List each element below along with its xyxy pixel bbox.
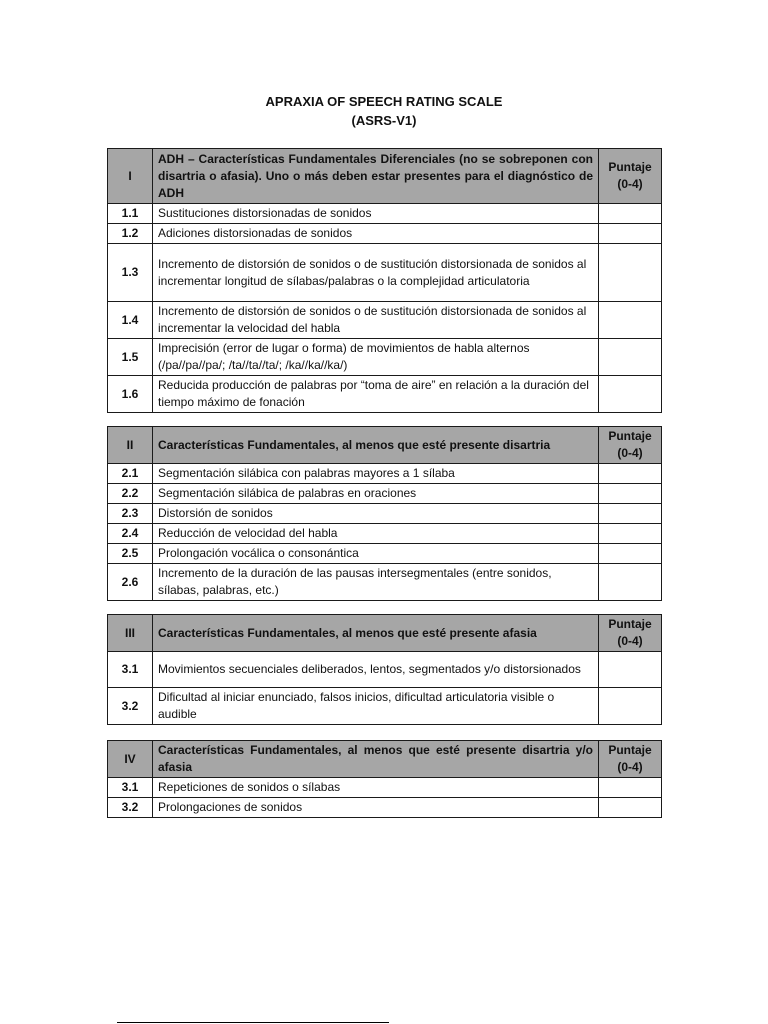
table-row: [108, 204, 662, 224]
section-table-I: [107, 148, 662, 413]
section-id: IV: [108, 741, 153, 778]
item-text: Imprecisión (error de lugar o forma) de movimientos de habla alternos (/pa//pa//pa/; /ta//ta//ta/; /ka//ka//ka/): [153, 339, 599, 376]
item-text: Incremento de distorsión de sonidos o de sustitución distorsionada de sonidos al incrementar longitud de sílabas/palabras o la complejidad articulatoria: [153, 244, 599, 302]
item-number: 2.1: [108, 464, 153, 484]
section-table-II: [107, 426, 662, 601]
item-number: 1.3: [108, 244, 153, 302]
section-table-IV: [107, 740, 662, 818]
item-number: 3.2: [108, 798, 153, 818]
score-cell[interactable]: [599, 652, 662, 688]
table-row: [108, 484, 662, 504]
score-column-header: Puntaje (0-4): [599, 427, 662, 464]
section-header: [108, 741, 662, 778]
item-text: Segmentación silábica de palabras en oraciones: [153, 484, 599, 504]
section-header: [108, 615, 662, 652]
score-column-header: Puntaje (0-4): [599, 741, 662, 778]
item-number: 2.2: [108, 484, 153, 504]
footnote-separator: [117, 1022, 389, 1023]
item-number: 1.5: [108, 339, 153, 376]
section-id: I: [108, 149, 153, 204]
section-heading: Características Fundamentales, al menos que esté presente disartria: [153, 427, 599, 464]
section-heading: Características Fundamentales, al menos que esté presente afasia: [153, 615, 599, 652]
item-text: Reducción de velocidad del habla: [153, 524, 599, 544]
section-id: II: [108, 427, 153, 464]
table-row: [108, 339, 662, 376]
score-cell[interactable]: [599, 504, 662, 524]
item-text: Sustituciones distorsionadas de sonidos: [153, 204, 599, 224]
score-cell[interactable]: [599, 224, 662, 244]
section-header: [108, 149, 662, 204]
item-number: 3.1: [108, 652, 153, 688]
score-cell[interactable]: [599, 544, 662, 564]
document-title-line-1: APRAXIA OF SPEECH RATING SCALE: [265, 94, 503, 109]
score-cell[interactable]: [599, 688, 662, 725]
section-table-III: [107, 614, 662, 725]
item-text: Prolongación vocálica o consonántica: [153, 544, 599, 564]
item-number: 1.1: [108, 204, 153, 224]
table-row: [108, 688, 662, 725]
score-cell[interactable]: [599, 564, 662, 601]
table-row: [108, 224, 662, 244]
item-text: Prolongaciones de sonidos: [153, 798, 599, 818]
score-cell[interactable]: [599, 798, 662, 818]
item-text: Segmentación silábica con palabras mayores a 1 sílaba: [153, 464, 599, 484]
table-row: [108, 244, 662, 302]
score-cell[interactable]: [599, 524, 662, 544]
score-cell[interactable]: [599, 464, 662, 484]
score-column-header: Puntaje (0-4): [599, 149, 662, 204]
section-heading: Características Fundamentales, al menos que esté presente disartria y/o afasia: [153, 741, 599, 778]
score-cell[interactable]: [599, 204, 662, 224]
score-cell[interactable]: [599, 244, 662, 302]
item-text: Dificultad al iniciar enunciado, falsos inicios, dificultad articulatoria visible o audible: [153, 688, 599, 725]
item-number: 2.6: [108, 564, 153, 601]
section-header: [108, 427, 662, 464]
score-cell[interactable]: [599, 376, 662, 413]
table-row: [108, 778, 662, 798]
table-row: [108, 544, 662, 564]
table-row: [108, 302, 662, 339]
score-column-header: Puntaje (0-4): [599, 615, 662, 652]
score-cell[interactable]: [599, 484, 662, 504]
item-text: Reducida producción de palabras por “toma de aire” en relación a la duración del tiempo máximo de fonación: [153, 376, 599, 413]
table-row: [108, 652, 662, 688]
item-text: Incremento de distorsión de sonidos o de sustitución distorsionada de sonidos al incrementar la velocidad del habla: [153, 302, 599, 339]
table-row: [108, 524, 662, 544]
item-number: 1.2: [108, 224, 153, 244]
table-row: [108, 464, 662, 484]
section-id: III: [108, 615, 153, 652]
item-text: Movimientos secuenciales deliberados, lentos, segmentados y/o distorsionados: [153, 652, 599, 688]
item-number: 3.2: [108, 688, 153, 725]
item-number: 2.5: [108, 544, 153, 564]
item-text: Distorsión de sonidos: [153, 504, 599, 524]
document-title-line-2: (ASRS-V1): [351, 113, 417, 128]
item-text: Incremento de la duración de las pausas intersegmentales (entre sonidos, sílabas, palabras, etc.): [153, 564, 599, 601]
score-cell[interactable]: [599, 339, 662, 376]
score-cell[interactable]: [599, 302, 662, 339]
table-row: [108, 798, 662, 818]
item-number: 3.1: [108, 778, 153, 798]
table-row: [108, 376, 662, 413]
section-heading: ADH – Características Fundamentales Diferenciales (no se sobreponen con disartria o afasia). Uno o más deben estar presentes para el diagnóstico de ADH: [153, 149, 599, 204]
score-cell[interactable]: [599, 778, 662, 798]
item-text: Adiciones distorsionadas de sonidos: [153, 224, 599, 244]
item-number: 2.4: [108, 524, 153, 544]
item-number: 1.4: [108, 302, 153, 339]
item-text: Repeticiones de sonidos o sílabas: [153, 778, 599, 798]
item-number: 1.6: [108, 376, 153, 413]
table-row: [108, 564, 662, 601]
item-number: 2.3: [108, 504, 153, 524]
table-row: [108, 504, 662, 524]
